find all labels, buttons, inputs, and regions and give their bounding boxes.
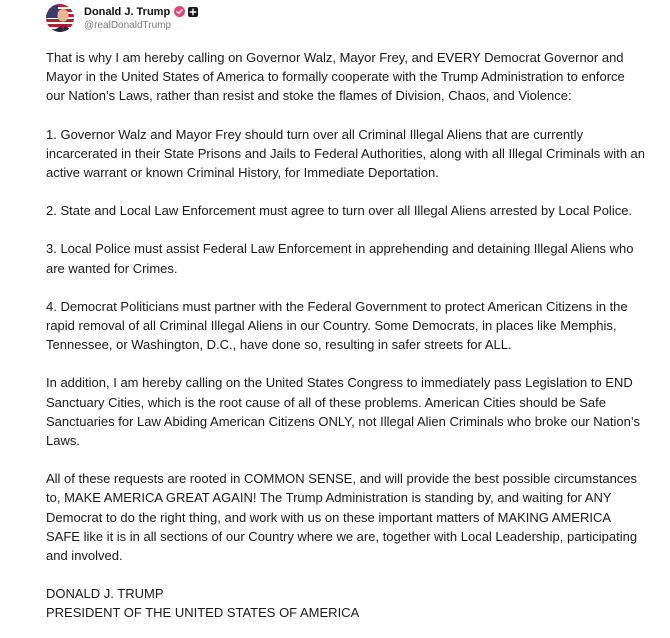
post-paragraph-point-1: 1. Governor Walz and Mayor Frey should turn over all Criminal Illegal Aliens that are currently incarcerated in their State Prisons and Jails to Federal Authorities, along with all Illegal Criminals with an active warrant or known Criminal History, for Immediate Deportation.	[46, 126, 646, 181]
post-paragraph-point-3: 3. Local Police must assist Federal Law Enforcement in apprehending and detaining Illegal Aliens who are wanted for Crimes.	[46, 241, 634, 276]
post-paragraph-closing: All of these requests are rooted in COMMON SENSE, and will provide the best possible circumstances to, MAKE AMERICA GREAT AGAIN! The Trump Administration is standing by, and waiting for ANY Democrat to do the right thing, and work with us on these important matters of MAKING AMERICA SAFE like it is in all sections of our Country where we are, together with Local Leadership, participating and involved.	[46, 471, 638, 564]
signature	[46, 584, 646, 622]
verified-badge-icon	[174, 6, 185, 17]
post-paragraph-congress: In addition, I am hereby calling on the United States Congress to immediately pass Legislation to END Sanctuary Cities, which is the root cause of all of these problems. American Cities should be Safe Sanctuaries for Law Abiding American Citizens ONLY, not Illegal Alien Criminals who broke our Nation’s Laws.	[46, 375, 640, 449]
signature-title: PRESIDENT OF THE UNITED STATES OF AMERICA	[46, 605, 360, 621]
avatar[interactable]	[46, 4, 74, 32]
signature-name: DONALD J. TRUMP	[46, 586, 164, 602]
author-handle[interactable]: @realDonaldTrump	[84, 20, 172, 31]
author-name-row	[84, 4, 198, 19]
post-body	[46, 48, 646, 623]
post-paragraph-point-4: 4. Democrat Politicians must partner with the Federal Government to protect American Citizens in the rapid removal of all Criminal Illegal Aliens in our Country. Some Democrats, in places like Memphis, Tennessee, or Washington, D.C., have done so, resulting in safer streets for ALL.	[46, 298, 628, 353]
author-info	[84, 4, 198, 32]
avatar-flag-portrait-icon	[46, 4, 74, 32]
post-paragraph-point-2: 2. State and Local Law Enforcement must agree to turn over all Illegal Aliens arrested by Local Police.	[46, 203, 633, 219]
post-header	[46, 2, 198, 34]
affiliation-badge-icon	[188, 7, 198, 17]
author-display-name[interactable]: Donald J. Trump	[84, 5, 171, 18]
post-paragraph-intro: That is why I am hereby calling on Governor Walz, Mayor Frey, and EVERY Democrat Governor and Mayor in the United States of America to formally cooperate with the Trump Administration to enforce our Nation’s Laws, rather than resist and stoke the flames of Division, Chaos, and Violence:	[46, 50, 625, 104]
